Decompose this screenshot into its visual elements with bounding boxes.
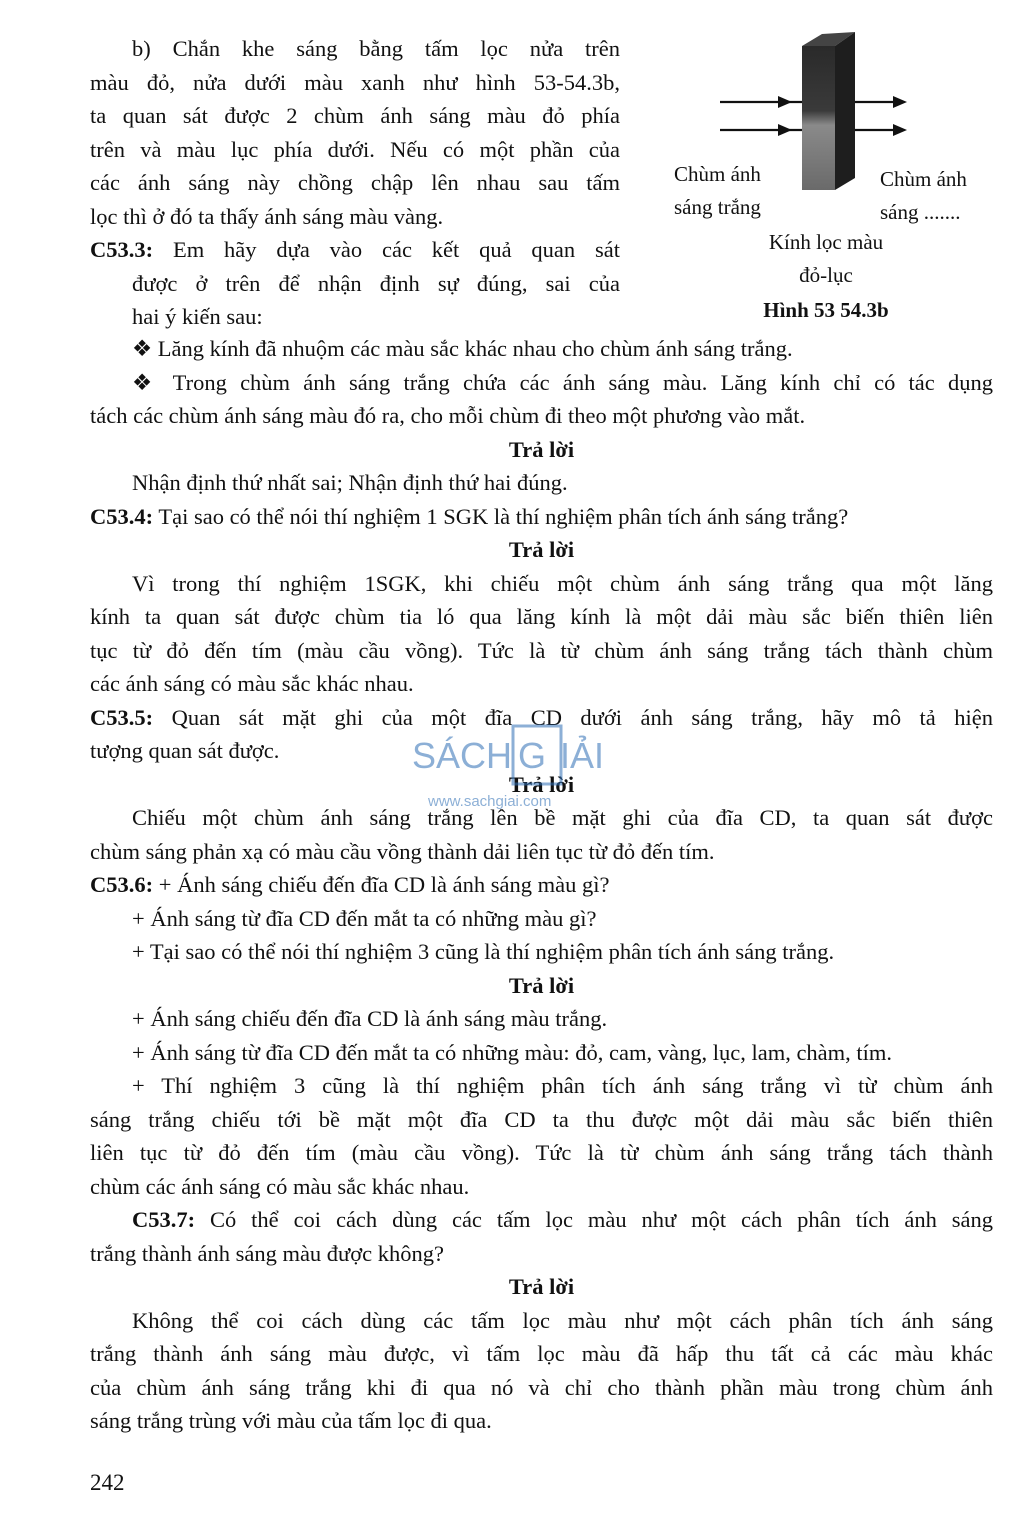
c7-question-text: Có thể coi cách dùng các tấm lọc màu như một cách phân tích ánh sáng bbox=[195, 1207, 993, 1232]
bullet-icon: ❖ bbox=[132, 369, 160, 395]
answer-line: sáng trắng chiếu tới bề mặt một đĩa CD ta thu được một dải màu sắc biến thiên bbox=[90, 1106, 993, 1132]
answer-line: Vì trong thí nghiệm 1SGK, khi chiếu một chùm ánh sáng trắng qua một lăng bbox=[132, 570, 993, 596]
answer-line: tục từ đỏ đến tím (màu cầu vồng). Tức là từ chùm ánh sáng trắng tách thành chùm bbox=[90, 637, 993, 663]
left-beam-label: Chùm ánh bbox=[674, 162, 761, 186]
answer-line: Chiếu một chùm ánh sáng trắng lên bề mặt ghi của đĩa CD, ta quan sát được bbox=[132, 805, 993, 830]
left-beam-label: sáng trắng bbox=[674, 195, 761, 219]
intro-paragraph bbox=[90, 32, 620, 334]
answer-line: + Thí nghiệm 3 cũng là thí nghiệm phân tích ánh sáng trắng vì từ chùm ánh bbox=[132, 1073, 993, 1098]
bullet-text: Trong chùm ánh sáng trắng chứa các ánh sáng màu. Lăng kính chỉ có tác dụng bbox=[172, 369, 994, 395]
answer-line: liên tục từ đỏ đến tím (màu cầu vồng). Tức là từ chùm ánh sáng trắng tách thành bbox=[90, 1140, 993, 1165]
c6-question-line: + Ánh sáng từ đĩa CD đến mắt ta có những màu gì? bbox=[132, 905, 597, 931]
logo-url: www.sachgiai.com bbox=[428, 793, 552, 810]
text-line: màu đỏ, nửa dưới màu xanh như hình 53-54.3b, bbox=[90, 69, 620, 95]
filter-label: đỏ-lục bbox=[799, 263, 853, 287]
answer-line: các ánh sáng có màu sắc khác nhau. bbox=[90, 671, 414, 696]
c6-question-line: + Tại sao có thể nói thí nghiệm 3 cũng là thí nghiệm phân tích ánh sáng trắng. bbox=[132, 939, 835, 964]
answer-heading: Trả lời bbox=[508, 537, 575, 562]
bullet-item bbox=[90, 366, 993, 400]
text-line: lọc thì ở đó ta thấy ánh sáng màu vàng. bbox=[90, 203, 444, 229]
figure-caption: Hình 53 54.3b bbox=[763, 298, 889, 322]
bullet-text: Lăng kính đã nhuộm các màu sắc khác nhau cho chùm ánh sáng trắng. bbox=[157, 336, 793, 361]
logo-text: IẢI bbox=[560, 735, 605, 776]
right-beam-label: Chùm ánh bbox=[880, 167, 967, 191]
answer-line: trắng thành ánh sáng màu được, vì tấm lọc màu đã hấp thu tất cả các màu khác bbox=[90, 1341, 993, 1366]
c4-label: C53.4: bbox=[90, 503, 154, 529]
c3-question-line-1 bbox=[90, 233, 620, 267]
arrow-head-icon bbox=[778, 124, 792, 136]
page-number: 242 bbox=[90, 1470, 125, 1495]
arrow-head-icon bbox=[778, 96, 792, 108]
c7-question-line-2: trắng thành ánh sáng màu được không? bbox=[90, 1240, 445, 1266]
text-line: b) Chắn khe sáng bằng tấm lọc nửa trên bbox=[132, 36, 620, 61]
answer-line: sáng trắng trùng với màu của tấm lọc đi qua. bbox=[90, 1408, 492, 1433]
main-content bbox=[90, 332, 993, 1438]
filter-label: Kính lọc màu bbox=[768, 230, 884, 254]
text-line: ta quan sát được 2 chùm ánh sáng màu đỏ phía bbox=[90, 103, 620, 128]
filter-front-face bbox=[802, 46, 835, 190]
c3-question-text: Em hãy dựa vào các kết quả quan sát bbox=[153, 237, 620, 262]
text-line: các ánh sáng này chồng chập lên nhau sau tấm bbox=[90, 170, 620, 195]
answer-heading: Trả lời bbox=[508, 1274, 575, 1299]
c3-question-line-3: hai ý kiến sau: bbox=[132, 304, 263, 329]
right-beam-label: sáng ....... bbox=[880, 200, 961, 224]
c3-label: C53.3: bbox=[90, 237, 154, 262]
c4-question bbox=[90, 500, 993, 534]
text-line: trên và màu lục phía dưới. Nếu có một phần của bbox=[90, 136, 620, 162]
logo-text: G bbox=[518, 735, 547, 776]
answer-line: kính ta quan sát được chùm tia ló qua lăng kính là một dải màu sắc biến thiên liên bbox=[90, 604, 993, 629]
answer-heading: Trả lời bbox=[508, 771, 575, 797]
answer-line: của chùm ánh sáng trắng khi đi qua nó và chỉ cho thành phần màu trong chùm ánh bbox=[90, 1374, 993, 1400]
text-line: tách các chùm ánh sáng màu đó ra, cho mỗi chùm đi theo một phương vào mắt. bbox=[90, 403, 806, 428]
watermark-logo bbox=[410, 722, 620, 812]
c6-question bbox=[90, 868, 993, 902]
filter-side-face bbox=[835, 32, 855, 190]
c6-label: C53.6: bbox=[90, 872, 154, 897]
c7-question bbox=[90, 1203, 993, 1237]
logo-text: SÁCH bbox=[412, 735, 513, 776]
c5-question-line-2: tượng quan sát được. bbox=[90, 738, 280, 763]
answer-heading: Trả lời bbox=[508, 972, 575, 998]
c5-label: C53.5: bbox=[90, 704, 154, 730]
answer-line: chùm các ánh sáng có màu sắc khác nhau. bbox=[90, 1173, 470, 1199]
bullet-icon: ❖ bbox=[132, 336, 153, 361]
answer-line: Không thể coi cách dùng các tấm lọc màu như một cách phân tích ánh sáng bbox=[132, 1307, 993, 1333]
color-filter-diagram bbox=[660, 28, 1005, 328]
c3-question-line-2: được ở trên để nhận định sự đúng, sai của bbox=[132, 270, 620, 296]
sachgiai-logo bbox=[410, 722, 620, 812]
answer-heading: Trả lời bbox=[508, 436, 575, 462]
c5-question-text: Quan sát mặt ghi của một đĩa CD dưới ánh sáng trắng, hãy mô tả hiện bbox=[153, 704, 993, 730]
answer-line: + Ánh sáng từ đĩa CD đến mắt ta có những màu: đỏ, cam, vàng, lục, lam, chàm, tím. bbox=[132, 1039, 893, 1065]
answer-line: chùm sáng phản xạ có màu cầu vồng thành dải liên tục từ đỏ đến tím. bbox=[90, 838, 715, 864]
answer-line: + Ánh sáng chiếu đến đĩa CD là ánh sáng màu trắng. bbox=[132, 1006, 608, 1031]
figure-53-54-3b bbox=[660, 28, 1005, 328]
c7-label: C53.7: bbox=[132, 1207, 196, 1232]
answer-text: Nhận định thứ nhất sai; Nhận định thứ hai đúng. bbox=[132, 470, 568, 495]
arrow-head-icon bbox=[893, 124, 907, 136]
bullet-item bbox=[90, 332, 993, 366]
c4-question-text: Tại sao có thể nói thí nghiệm 1 SGK là thí nghiệm phân tích ánh sáng trắng? bbox=[153, 503, 849, 529]
arrow-head-icon bbox=[893, 96, 907, 108]
c6-question-text: + Ánh sáng chiếu đến đĩa CD là ánh sáng màu gì? bbox=[153, 872, 610, 897]
